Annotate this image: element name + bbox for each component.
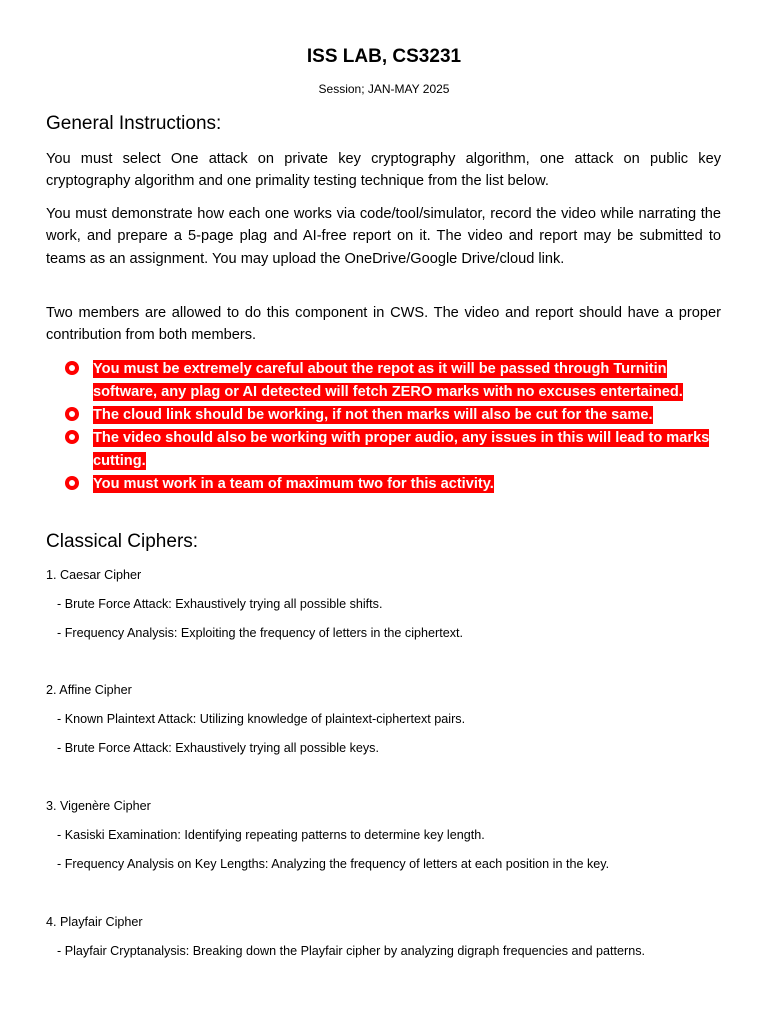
classical-ciphers-heading: Classical Ciphers: (46, 531, 199, 552)
session-line: Session; JAN-MAY 2025 (318, 82, 450, 96)
bullet-icon (69, 411, 75, 417)
instruction-paragraph-3: Two members are allowed to do this component in CWS. The video and report should have a proper contribution from both members. (46, 305, 721, 344)
bullet-icon (69, 365, 75, 371)
cipher-attack: - Kasiski Examination: Identifying repeating patterns to determine key length. (57, 828, 485, 842)
cipher-name: 3. Vigenère Cipher (46, 799, 151, 813)
cipher-attack: - Brute Force Attack: Exhaustively trying all possible keys. (57, 741, 379, 755)
warning-item (46, 358, 722, 404)
general-instructions-heading: General Instructions: (46, 113, 222, 134)
bullet-icon (69, 480, 75, 486)
warning-item (46, 404, 722, 427)
cipher-attack: - Known Plaintext Attack: Utilizing knowledge of plaintext-ciphertext pairs. (57, 712, 466, 726)
warning-text: You must be extremely careful about the repot as it will be passed through Turnitin software, any plag or AI detected will fetch ZERO marks with no excuses entertained. (93, 361, 683, 400)
instruction-paragraph-2: You must demonstrate how each one works via code/tool/simulator, record the video while narrating the work, and prepare a 5-page plag and AI-free report on it. The video and report may be submitted to teams as an assignment. You may upload the OneDrive/Google Drive/cloud link. (46, 206, 721, 267)
document-title: ISS LAB, CS3231 (306, 46, 462, 67)
cipher-attack: - Playfair Cryptanalysis: Breaking down the Playfair cipher by analyzing digraph frequencies and patterns. (57, 944, 646, 958)
warning-item (46, 427, 722, 473)
cipher-name: 4. Playfair Cipher (46, 915, 143, 929)
warning-item (46, 473, 722, 496)
warning-text: The cloud link should be working, if not then marks will also be cut for the same. (93, 406, 653, 423)
bullet-icon (69, 434, 75, 440)
warning-text: The video should also be working with proper audio, any issues in this will lead to marks cutting. (93, 429, 710, 469)
warning-text: You must work in a team of maximum two for this activity. (93, 475, 494, 492)
cipher-name: 2. Affine Cipher (46, 683, 132, 697)
instruction-paragraph-1: You must select One attack on private key cryptography algorithm, one attack on public key cryptography algorithm and one primality testing technique from the list below. (46, 151, 721, 190)
cipher-attack: - Frequency Analysis: Exploiting the frequency of letters in the ciphertext. (57, 626, 464, 640)
cipher-attack: - Frequency Analysis on Key Lengths: Analyzing the frequency of letters at each position in the key. (57, 857, 610, 871)
cipher-name: 1. Caesar Cipher (46, 568, 142, 582)
cipher-attack: - Brute Force Attack: Exhaustively trying all possible shifts. (57, 597, 383, 611)
warning-list (46, 358, 722, 495)
